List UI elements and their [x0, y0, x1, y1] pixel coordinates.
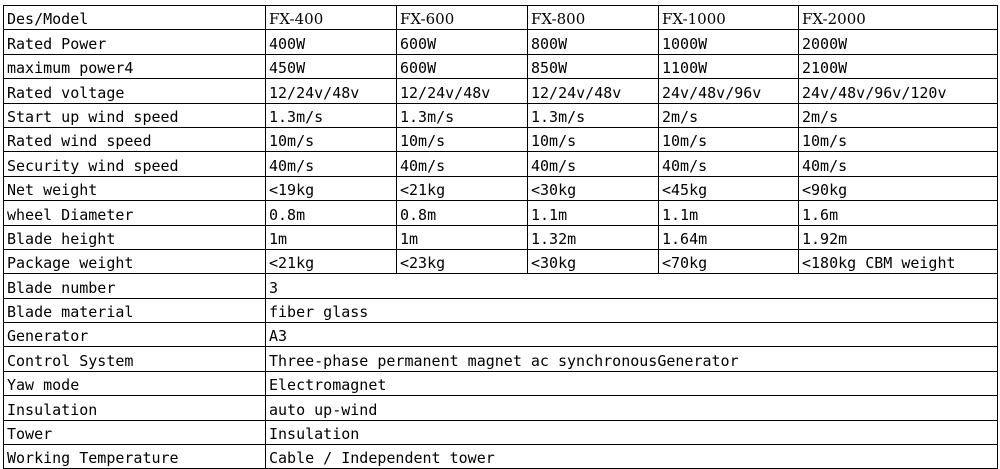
row-label: Working Temperature: [4, 445, 266, 469]
table-row: [4, 371, 998, 395]
row-label: Blade height: [4, 225, 266, 249]
table-row: [4, 103, 998, 127]
table-cell: 10m/s: [266, 127, 397, 151]
table-row: [4, 201, 998, 225]
table-cell: <19kg: [266, 176, 397, 200]
table-row: [4, 30, 998, 54]
shared-value-cell: Electromagnet: [266, 371, 998, 395]
table-cell: 1.1m: [528, 201, 659, 225]
table-cell: 40m/s: [528, 152, 659, 176]
table-cell: 600W: [397, 30, 528, 54]
row-label: Generator: [4, 323, 266, 347]
table-cell: 40m/s: [397, 152, 528, 176]
table-cell: 12/24v/48v: [266, 79, 397, 103]
table-row: [4, 298, 998, 322]
table-cell: 1.92m: [799, 225, 998, 249]
table-cell: <90kg: [799, 176, 998, 200]
table-cell: 850W: [528, 54, 659, 78]
row-label: Insulation: [4, 396, 266, 420]
table-cell: 10m/s: [799, 127, 998, 151]
table-cell: 1.64m: [659, 225, 799, 249]
shared-value-cell: Three-phase permanent magnet ac synchronousGenerator: [266, 347, 998, 371]
table-cell: 1.32m: [528, 225, 659, 249]
table-cell: 600W: [397, 54, 528, 78]
row-label: Control System: [4, 347, 266, 371]
table-cell: 1.1m: [659, 201, 799, 225]
table-row: [4, 176, 998, 200]
table-cell: 1.6m: [799, 201, 998, 225]
row-label: Security wind speed: [4, 152, 266, 176]
table-row: [4, 127, 998, 151]
model-header: FX-800: [528, 6, 659, 30]
table-cell: 2m/s: [659, 103, 799, 127]
table-cell: 800W: [528, 30, 659, 54]
shared-value-cell: auto up-wind: [266, 396, 998, 420]
model-header: FX-2000: [799, 6, 998, 30]
table-cell: 1000W: [659, 30, 799, 54]
table-cell: 2m/s: [799, 103, 998, 127]
table-cell: 1100W: [659, 54, 799, 78]
table-cell: 40m/s: [266, 152, 397, 176]
row-label: Blade number: [4, 274, 266, 298]
table-row: [4, 249, 998, 273]
row-label: Rated Power: [4, 30, 266, 54]
shared-value-cell: Cable / Independent tower: [266, 445, 998, 469]
table-cell: 0.8m: [266, 201, 397, 225]
table-cell: <21kg: [266, 249, 397, 273]
table-cell: 12/24v/48v: [528, 79, 659, 103]
shared-value-cell: fiber glass: [266, 298, 998, 322]
table-cell: 1.3m/s: [397, 103, 528, 127]
table-row: [4, 445, 998, 469]
table-cell: 2000W: [799, 30, 998, 54]
table-cell: 0.8m: [397, 201, 528, 225]
model-header: FX-400: [266, 6, 397, 30]
model-header: FX-1000: [659, 6, 799, 30]
table-cell: <45kg: [659, 176, 799, 200]
row-label: Tower: [4, 420, 266, 444]
table-row: [4, 323, 998, 347]
table-cell: 40m/s: [799, 152, 998, 176]
table-row: [4, 225, 998, 249]
table-cell: 1.3m/s: [528, 103, 659, 127]
table-cell: <23kg: [397, 249, 528, 273]
table-cell: 1.3m/s: [266, 103, 397, 127]
shared-value-cell: 3: [266, 274, 998, 298]
row-label: Rated voltage: [4, 79, 266, 103]
table-cell: 24v/48v/96v: [659, 79, 799, 103]
shared-value-cell: A3: [266, 323, 998, 347]
table-cell: 10m/s: [397, 127, 528, 151]
table-row: [4, 420, 998, 444]
row-label: Blade material: [4, 298, 266, 322]
table-cell: <180kg CBM weight: [799, 249, 998, 273]
table-cell: <21kg: [397, 176, 528, 200]
table-cell: 10m/s: [659, 127, 799, 151]
table-row: [4, 396, 998, 420]
table-cell: <30kg: [528, 249, 659, 273]
table-cell: <30kg: [528, 176, 659, 200]
row-label: Yaw mode: [4, 371, 266, 395]
spec-table: [3, 5, 998, 469]
row-label: Start up wind speed: [4, 103, 266, 127]
table-row: [4, 274, 998, 298]
table-cell: 40m/s: [659, 152, 799, 176]
table-cell: <70kg: [659, 249, 799, 273]
table-cell: 2100W: [799, 54, 998, 78]
table-row: [4, 152, 998, 176]
row-label: Rated wind speed: [4, 127, 266, 151]
table-cell: 1m: [266, 225, 397, 249]
header-label: Des/Model: [4, 6, 266, 30]
row-label: maximum power4: [4, 54, 266, 78]
row-label: wheel Diameter: [4, 201, 266, 225]
row-label: Net weight: [4, 176, 266, 200]
table-cell: 12/24v/48v: [397, 79, 528, 103]
table-row: [4, 54, 998, 78]
table-cell: 400W: [266, 30, 397, 54]
header-row: [4, 6, 998, 30]
table-row: [4, 79, 998, 103]
table-cell: 450W: [266, 54, 397, 78]
table-cell: 1m: [397, 225, 528, 249]
shared-value-cell: Insulation: [266, 420, 998, 444]
table-row: [4, 347, 998, 371]
table-cell: 10m/s: [528, 127, 659, 151]
row-label: Package weight: [4, 249, 266, 273]
model-header: FX-600: [397, 6, 528, 30]
table-cell: 24v/48v/96v/120v: [799, 79, 998, 103]
